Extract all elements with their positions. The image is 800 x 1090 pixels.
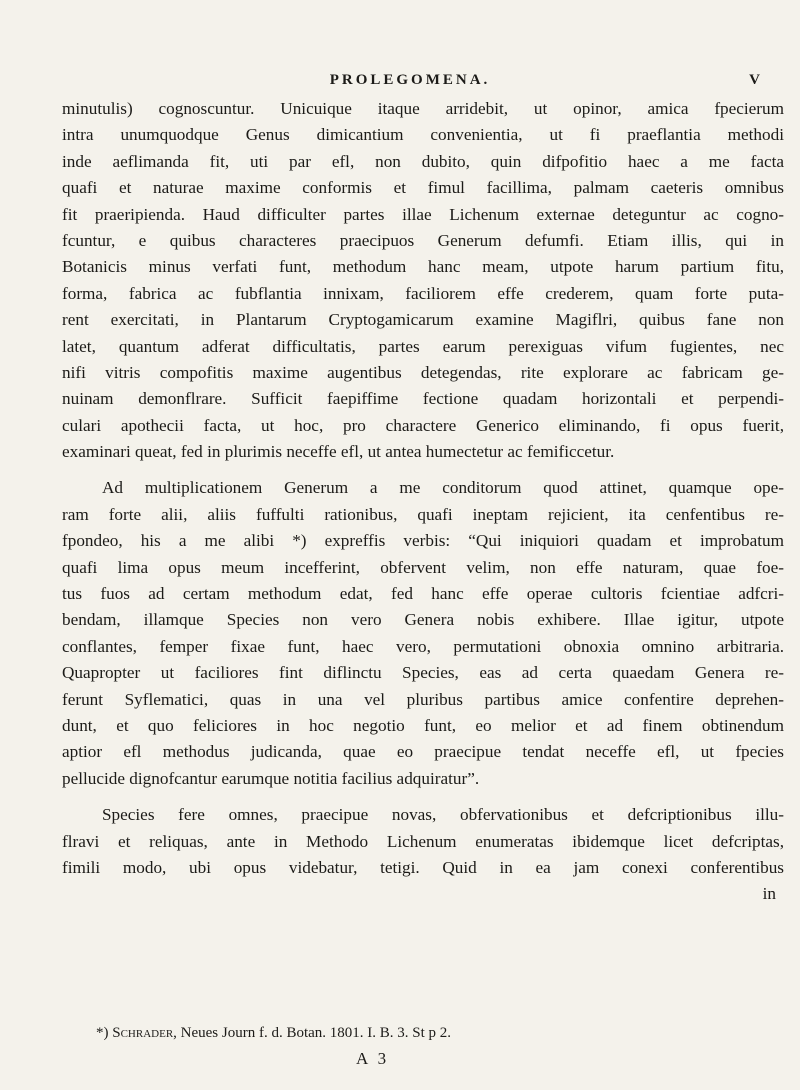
text-line: forma, fabrica ac fubflantia innixam, faciliorem effe crederem, quam forte puta-	[62, 283, 784, 303]
footnote-text: , Neues Journ f. d. Botan. 1801. I. B. 3. St p 2.	[173, 1025, 452, 1041]
paragraph-3	[62, 802, 784, 908]
running-title: PROLEGOMENA.	[329, 72, 491, 88]
body-text	[62, 96, 784, 908]
footnote-marker: *)	[96, 1025, 109, 1041]
page-number: V	[749, 72, 760, 88]
paragraph-2	[62, 475, 784, 792]
footnote	[96, 1025, 451, 1042]
paragraph-1	[62, 96, 784, 465]
paragraph-gap	[62, 465, 784, 475]
text-line: rent exercitati, in Plantarum Cryptogamicarum examine Magiflri, quibus fane non	[62, 310, 784, 330]
text-line: fcuntur, e quibus characteres praecipuos Generum defumfi. Etiam illis, qui in	[62, 230, 784, 250]
text-line: fimili modo, ubi opus videbatur, tetigi. Quid in ea jam conexi conferentibus	[62, 857, 784, 877]
text-line: Ad multiplicationem Generum a me conditorum quod attinet, quamque ope-	[102, 478, 784, 498]
text-line: examinari queat, fed in plurimis neceffe efl, ut antea humectetur ac femificcetur.	[62, 442, 615, 462]
text-line: aptior efl methodus judicanda, quae eo praecipue tendat neceffe efl, ut fpecies	[62, 742, 784, 762]
text-line: flravi et reliquas, ante in Methodo Lichenum enumeratas ibidemque licet defcriptas,	[62, 831, 784, 851]
text-line: Species fere omnes, praecipue novas, obfervationibus et defcriptionibus illu-	[102, 805, 784, 825]
text-line: dunt, et quo feliciores in hoc negotio funt, eo melior et ad finem obtinendum	[62, 715, 784, 735]
footnote-author: Schrader	[112, 1025, 174, 1041]
paragraph-gap	[62, 792, 784, 802]
text-line: minutulis) cognoscuntur. Unicuique itaque arridebit, ut opinor, amica fpecierum	[62, 99, 784, 118]
text-line: nifi vitris compofitis maxime augentibus detegendas, rite explorare ac fabricam ge-	[62, 362, 784, 382]
text-line: Botanicis minus verfati funt, methodum hanc meam, utpote harum partium fitu,	[62, 257, 784, 277]
text-line: fit praeripienda. Haud difficulter partes illae Lichenum externae deteguntur ac cogno-	[62, 204, 784, 224]
text-line: culari apothecii facta, ut hoc, pro charactere Generico eliminando, fi opus fuerit,	[62, 415, 784, 435]
text-line: quafi lima opus meum incefferint, obfervent velim, non effe naturam, quae foe-	[62, 557, 784, 577]
text-line: tus fuos ad certam methodum edat, fed hanc effe operae cultoris fcientiae adfcri-	[62, 584, 784, 604]
text-line: pellucide dignofcantur earumque notitia facilius adquiratur”.	[62, 768, 480, 788]
text-line: quafi et naturae maxime conformis et fimul facillima, palmam caeteris omnibus	[62, 178, 784, 198]
text-line: nuinam demonflrare. Sufficit faepiffime fectione quadam horizontali et perpendi-	[62, 389, 784, 409]
text-line: ram forte alii, aliis fuffulti rationibus, quafi ineptam rejicient, ita cenfentibus re-	[62, 504, 784, 524]
text-line: fpondeo, his a me alibi *) expreffis verbis: “Qui iniquiori quadam et improbatum	[62, 531, 784, 551]
text-line: ferunt Syflematici, quas in una vel pluribus partibus amice confentire deprehen-	[62, 689, 784, 709]
page-header	[60, 72, 760, 96]
text-line: inde aeflimanda fit, uti par efl, non dubito, quin difpofitio haec a me facta	[62, 151, 784, 171]
catchword: in	[762, 884, 776, 904]
text-line: intra unumquodque Genus dimicantium convenientia, ut fi praeflantia methodi	[62, 125, 784, 145]
signature-mark: A 3	[356, 1049, 390, 1068]
text-line: latet, quantum adferat difficultatis, partes earum perexiguas vifum fugientes, nec	[62, 336, 784, 356]
text-line: bendam, illamque Species non vero Genera nobis exhibere. Illae igitur, utpote	[62, 610, 784, 630]
text-line: Quapropter ut faciliores fint diflinctu Species, eas ad certa quaedam Genera re-	[62, 663, 784, 683]
text-line: conflantes, femper fixae funt, haec vero, permutationi obnoxia omnino arbitraria.	[62, 636, 784, 656]
